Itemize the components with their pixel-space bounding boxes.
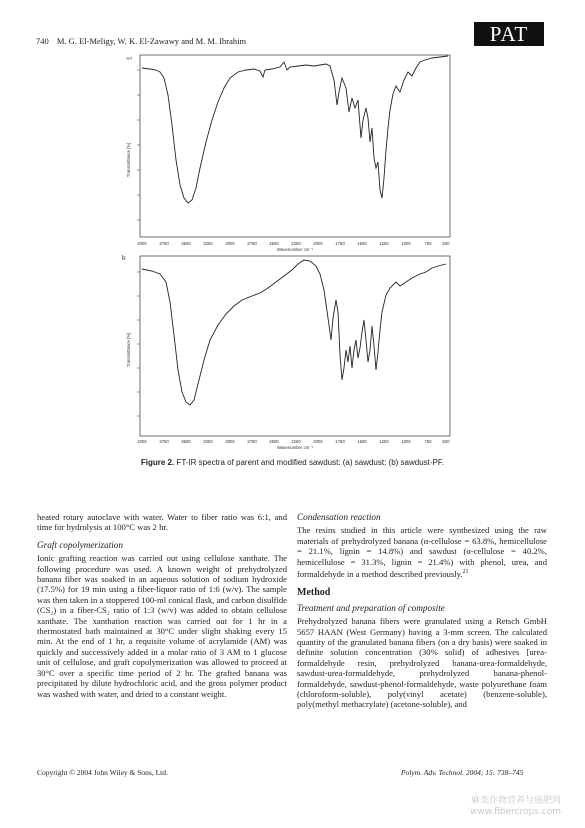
reference-superscript: 21 [462,569,469,576]
panel-b-x-label: Wavenumber cm⁻¹ [276,445,314,450]
tick-label: 3500 [181,439,191,444]
tick-label: 3750 [159,439,169,444]
graft-paragraph: Ionic grafting reaction was carried out using cellulose xanthate. The following procedure was used. A known weight of prehydrolyzed banana fiber was soaked in an aqueous solution of sodium hydroxide (17.5%) for 19 min using a fiber-liquor ratio of 1:6 (w/v). The sample was then taken in a stoppered 100-ml conical flask, and carbon disulfide (CS₂) in a fiber-CS₂ ratio of 1:3 (w/v) was added to obtain cellulose xanthate. The xanthation reaction was carried out for 1 hr in a thermostated bath maintained at 30°C under slight shaking every 15 min. At the end of 1 hr, a requisite volume of acrylamide (AM) was quickly and successively added in a molar ratio of 3 AM to 1 glucose unit of cellulose, and graft copolymerization was allowed to proceed at 30°C over a specific time period of 2 hr. The grafted banana was precipitated by dilute hydrochloric acid, and the gross polymer product was washed with water, and dried to a constant weight. [37,553,287,699]
tick-label: 750 [424,241,432,246]
tick-label: 3500 [181,241,191,246]
tick-label: 2500 [269,439,279,444]
svg-text:%T: %T [126,56,133,61]
page-number: 740 [36,36,49,46]
right-column [297,512,547,710]
tick-label: 2250 [291,241,301,246]
intro-paragraph: heated rotary autoclave with water. Water to fiber ratio was 6:1, and time for hydrolysis at 100°C was 2 hr. [37,512,287,533]
tick-label: 2000 [313,439,323,444]
heading-method: Method [297,587,331,599]
footer-copyright: Copyright © 2004 John Wiley & Sons, Ltd. [37,768,168,777]
ftir-spectra-svg [120,50,465,450]
panel-b-y-ticks [137,272,140,416]
tick-label: 1250 [379,241,389,246]
tick-label: 2500 [269,241,279,246]
panel-a-y-labels [126,56,133,61]
tick-label: 2250 [291,439,301,444]
panel-a-spectrum [142,56,448,203]
figure-caption [0,458,585,467]
footer-citation: Polym. Adv. Technol. 2004; 15: 738–745 [401,768,524,777]
panel-b-frame [140,256,450,436]
tick-label: 3250 [203,439,213,444]
panel-b-letter: b [122,254,126,262]
caption-text: FT-IR spectra of parent and modified sawdust: (a) sawdust; (b) sawdust-PF. [176,458,445,467]
tick-label: 3750 [159,241,169,246]
heading-condensation-reaction: Condensation reaction [297,512,381,522]
panel-b [126,256,450,450]
tick-label: 500 [442,241,450,246]
watermark-line-1: 麻类作物营养与施肥网 [470,796,561,806]
tick-label: 1750 [335,439,345,444]
heading-treatment: Treatment and preparation of composite [297,602,445,613]
panel-b-y-label: Transmittance [%] [126,332,131,368]
panel-a-y-label: Transmittance [%] [126,142,131,178]
tick-label: 500 [442,439,450,444]
tick-label: 2750 [247,439,257,444]
tick-label: 4000 [137,241,147,246]
tick-label: 4000 [137,439,147,444]
tick-label: 3000 [225,241,235,246]
tick-label: 3250 [203,241,213,246]
treatment-paragraph: Prehydrolyzed banana fibers were granulated using a Retsch GmbH 5657 HAAN (West Germany) having a 3-mm screen. The calculated quantity of the granulated banana fibers (on a dry basis) were soaked in definite solution concentration (30% solid) of adhesives [urea-formaldehyde resin, prehydrolyzed banana-urea-formaldehyde, sawdust-urea-formaldehyde, prehydrolyzed banana-phenol-formaldehyde, sawdust-phenol-formaldehyde, waste polyurethane foam (chloroform-soluble), poly(vinyl acetate) (benzene-soluble), poly(methyl methacrylate) (acetone-soluble), and [297,616,547,710]
condensation-paragraph [297,525,547,579]
page-header [36,36,456,46]
tick-label: 2000 [313,241,323,246]
authors: M. G. El-Meligy, W. K. El-Zawawy and M. M. Ibrahim [56,36,247,46]
caption-label: Figure 2. [140,458,175,467]
tick-label: 1500 [357,241,367,246]
tick-label: 1250 [379,439,389,444]
tick-label: 1000 [401,241,411,246]
tick-label: 1500 [357,439,367,444]
journal-logo: PAT [474,22,544,46]
tick-label: 3000 [225,439,235,444]
panel-a [126,55,450,252]
panel-b-spectrum [142,260,446,405]
panel-b-x-ticks [137,439,450,444]
left-column [37,512,287,699]
condensation-text: The resins studied in this article were synthesized using the raw materials of prehydrolyzed banana (α-cellulose = 63.8%, hemicellulose = 21.1%, lignin = 14.8%) and sawdust (α-cellulose = 40.2%, hemicellulose = 31.3%, lignin = 21.4%) with phenol, urea, and formaldehyde in a method described previously. [297,525,547,579]
heading-graft-copolymerization: Graft copolymerization [37,539,123,550]
panel-a-y-ticks [137,70,140,220]
watermark [470,796,561,818]
panel-a-x-ticks [137,241,450,246]
tick-label: 1750 [335,241,345,246]
watermark-line-2: www.fibercrops.com [470,807,561,817]
tick-label: 1000 [401,439,411,444]
tick-label: 2750 [247,241,257,246]
panel-a-x-label: Wavenumber cm⁻¹ [276,247,314,252]
ftir-figure [120,50,465,450]
tick-label: 750 [424,439,432,444]
